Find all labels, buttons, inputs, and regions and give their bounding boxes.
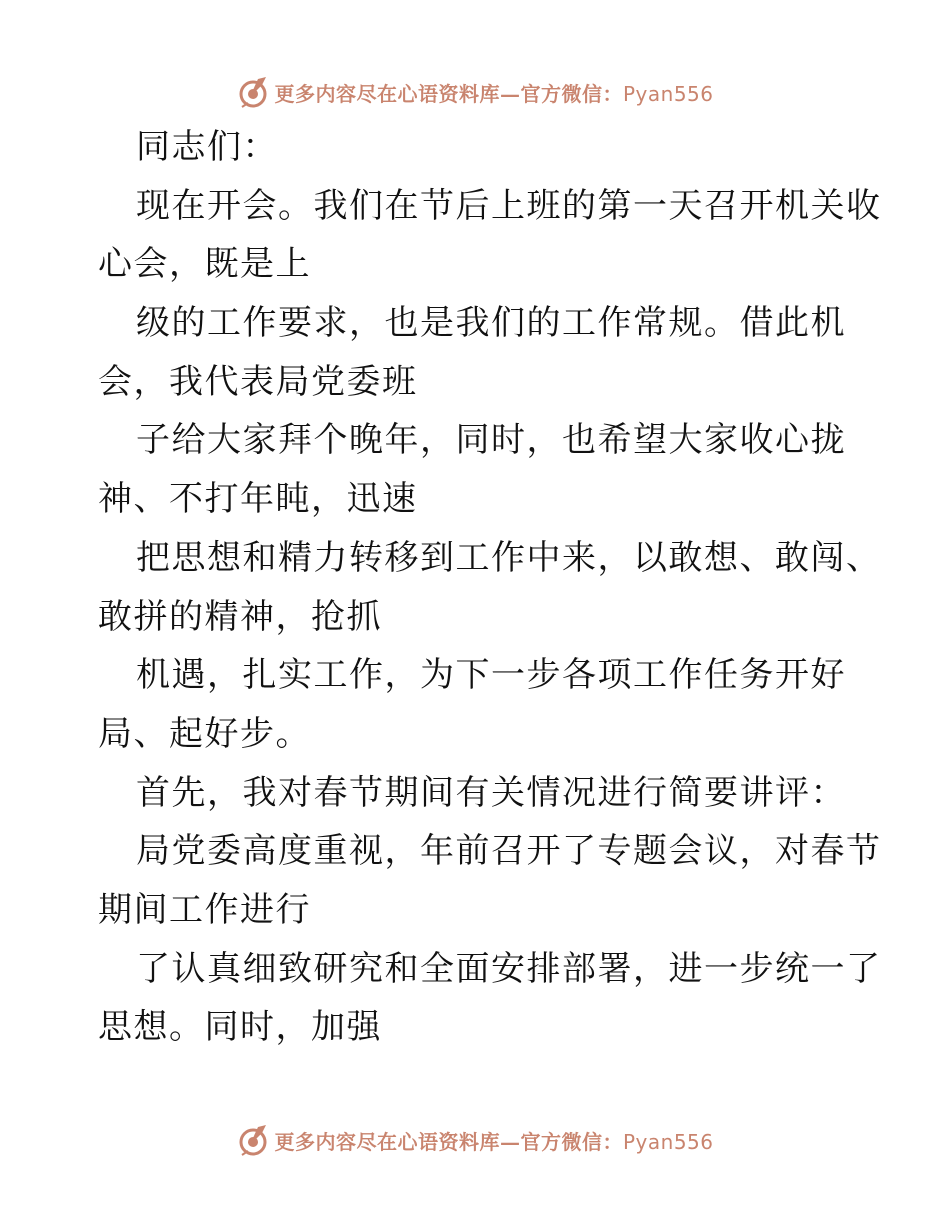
header-watermark bbox=[0, 72, 950, 112]
watermark-wechat-label: 官方微信： bbox=[520, 1129, 623, 1154]
watermark-brand: 更多内容尽在心语资料库 bbox=[274, 81, 500, 106]
paragraph-line: 局、起好步。 bbox=[98, 713, 311, 754]
paragraph-line: 思想。同时，加强 bbox=[98, 1007, 382, 1048]
paragraph-line: 期间工作进行 bbox=[98, 889, 311, 930]
paragraph-line: 心会，既是上 bbox=[98, 244, 311, 285]
footer-watermark bbox=[0, 1120, 950, 1160]
document-body bbox=[98, 118, 882, 1057]
paragraph-line: 敢拼的精神，抢抓 bbox=[98, 596, 382, 637]
paragraph-line: 机遇，扎实工作，为下一步各项工作任务开好 bbox=[136, 655, 846, 696]
watermark-text bbox=[274, 1126, 713, 1155]
paragraph-line: 同志们： bbox=[136, 127, 278, 167]
watermark-text bbox=[274, 78, 713, 107]
paragraph-line: 局党委高度重视，年前召开了专题会议，对春节 bbox=[136, 831, 882, 872]
paragraph-line: 了认真细致研究和全面安排部署，进一步统一了 bbox=[136, 948, 882, 989]
watermark-dash: — bbox=[499, 1129, 521, 1154]
quill-seal-icon bbox=[236, 75, 270, 109]
paragraph-line: 会，我代表局党委班 bbox=[98, 361, 418, 402]
paragraph-line: 把思想和精力转移到工作中来，以敢想、敢闯、 bbox=[136, 537, 882, 578]
paragraph-line: 子给大家拜个晚年，同时，也希望大家收心拢 bbox=[136, 420, 846, 461]
watermark-wechat-id: Pyan556 bbox=[622, 1129, 714, 1154]
paragraph-line: 神、不打年盹，迅速 bbox=[98, 479, 418, 520]
paragraph-line: 级的工作要求，也是我们的工作常规。借此机 bbox=[136, 303, 846, 344]
watermark-wechat-id: Pyan556 bbox=[622, 81, 714, 106]
watermark-wechat-label: 官方微信： bbox=[520, 81, 623, 106]
watermark-dash: — bbox=[499, 81, 521, 106]
watermark-brand: 更多内容尽在心语资料库 bbox=[274, 1129, 500, 1154]
paragraph-line: 现在开会。我们在节后上班的第一天召开机关收 bbox=[136, 185, 882, 226]
paragraph-line: 首先，我对春节期间有关情况进行简要讲评： bbox=[136, 772, 846, 813]
quill-seal-icon bbox=[236, 1123, 270, 1157]
